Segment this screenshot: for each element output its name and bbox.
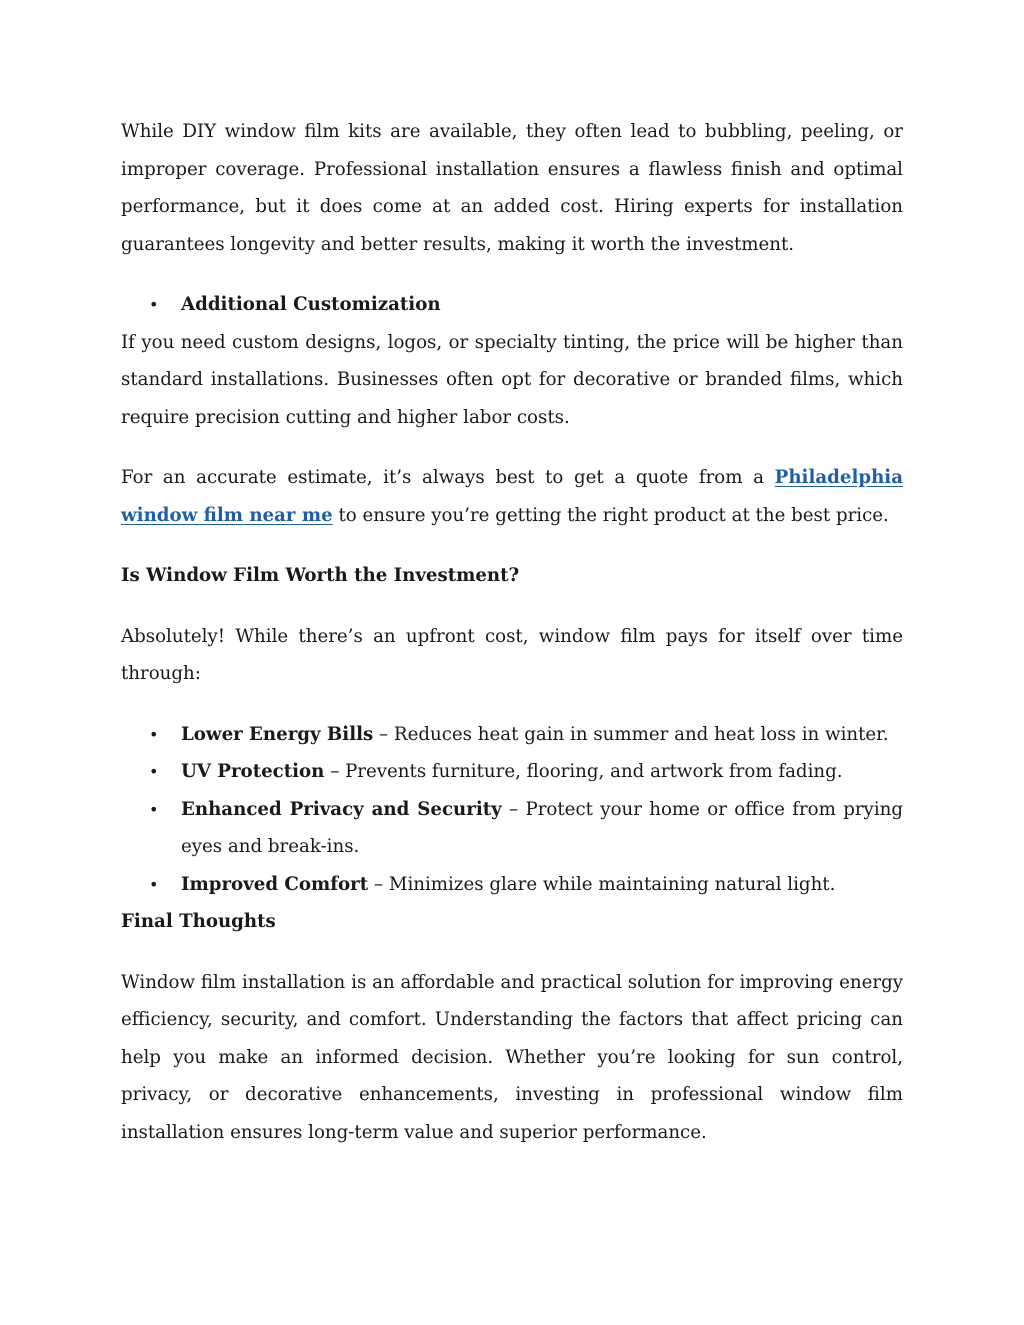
benefit-text: – Prevents furniture, flooring, and artwork from fading. — [324, 761, 843, 782]
estimate-paragraph — [121, 459, 903, 534]
estimate-text-after: to ensure you’re getting the right product at the best price. — [332, 504, 889, 526]
benefit-title: Lower Energy Bills — [181, 723, 374, 745]
benefit-title: Improved Comfort — [181, 873, 369, 895]
benefit-text: – Minimizes glare while maintaining natural light. — [368, 873, 836, 895]
benefit-title: UV Protection — [181, 761, 325, 782]
final-heading: Final Thoughts — [121, 911, 276, 932]
benefits-list — [121, 716, 903, 904]
customization-heading: Additional Customization — [181, 294, 441, 315]
list-item — [121, 791, 903, 866]
intro-paragraph: While DIY window film kits are available, they often lead to bubbling, peeling, or improper coverage. Professional installation ensures a flawless finish and optimal performance, but it does come at an added cost. Hiring experts for installation guarantees longevity and better results, making it worth the investment. — [121, 121, 903, 255]
worth-intro: Absolutely! While there’s an upfront cost, window film pays for itself over time through: — [121, 625, 903, 684]
list-item — [121, 716, 903, 754]
worth-heading: Is Window Film Worth the Investment? — [121, 565, 520, 586]
benefit-title: Enhanced Privacy and Security — [181, 798, 502, 820]
customization-list — [121, 286, 903, 324]
benefit-text: – Reduces heat gain in summer and heat loss in winter. — [373, 723, 889, 745]
estimate-text-before: For an accurate estimate, it’s always best to get a quote from a — [121, 467, 775, 488]
benefit-text: – Protect your home or office from prying eyes and break-ins. — [181, 798, 903, 857]
customization-paragraph: If you need custom designs, logos, or specialty tinting, the price will be higher than standard installations. Businesses often opt for decorative or branded films, which require precision cutting and higher labor costs. — [121, 331, 903, 428]
list-item — [121, 286, 903, 324]
final-paragraph: Window film installation is an affordable and practical solution for improving energy efficiency, security, and comfort. Understanding the factors that affect pricing can help you make an informed decision. Whether you’re looking for sun control, privacy, or decorative enhancements, investing in professional window film installation ensures long-term value and superior performance. — [121, 971, 903, 1143]
list-item — [121, 753, 903, 791]
document-page — [121, 113, 903, 1151]
list-item — [121, 866, 903, 904]
philadelphia-window-film-link[interactable]: Philadelphia window film near me — [121, 467, 903, 526]
